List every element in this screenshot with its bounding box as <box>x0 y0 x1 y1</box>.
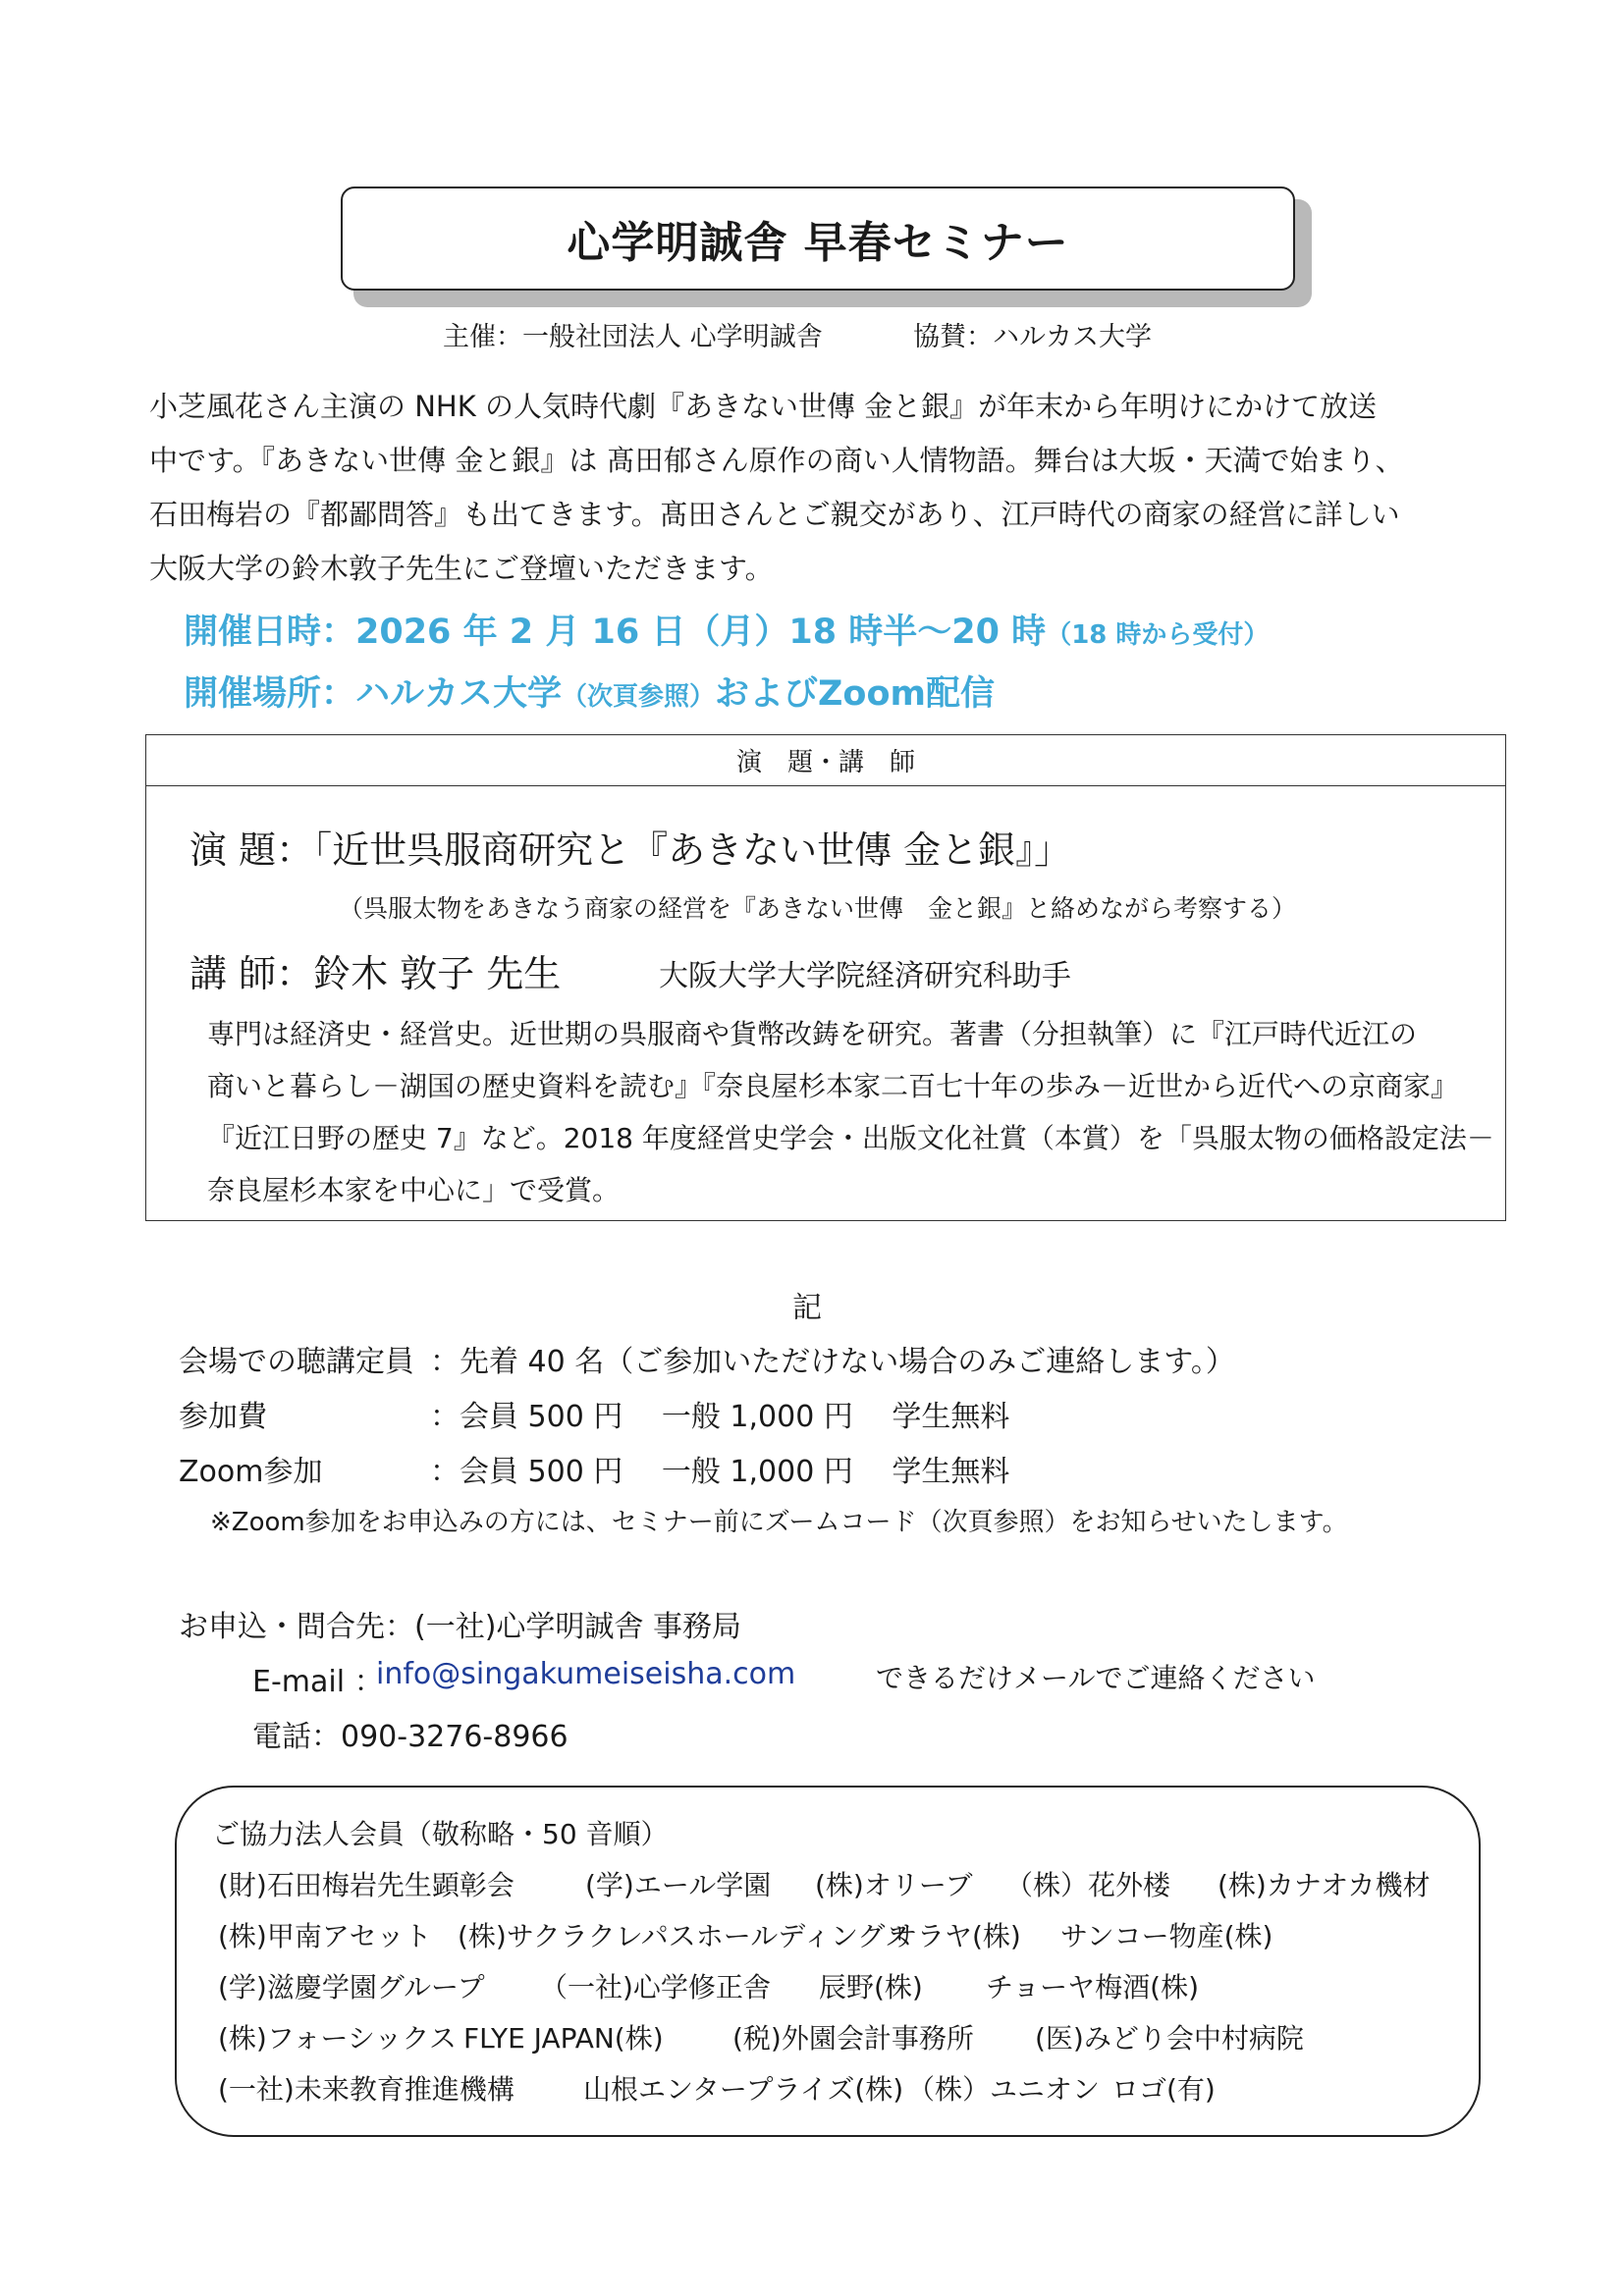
member-item: (医)みどり会中村病院 <box>1035 2022 1304 2055</box>
lecture-topic-sub: （呉服太物をあきなう商家の経営を『あきない世傳 金と銀』と絡めながら考察する） <box>339 894 1297 923</box>
member-item: FLYE JAPAN(株) <box>463 2022 664 2055</box>
member-item: （株）花外楼 <box>1005 1869 1171 1901</box>
capacity-value: ：先着 40 名（ご参加いただけない場合のみご連絡します。） <box>430 1345 1235 1379</box>
contact-header: お申込・問合先：(一社)心学明誠舎 事務局 <box>179 1610 741 1644</box>
member-item: 辰野(株) <box>819 1971 923 2003</box>
lecture-topic: 演 題：「近世呉服商研究と『あきない世傳 金と銀』」 <box>189 828 1072 872</box>
member-item: (学)滋慶学園グループ <box>218 1971 485 2003</box>
lecture-header: 演 題・講 師 <box>146 735 1505 786</box>
lecture-box <box>145 734 1506 1221</box>
intro-line: 小芝風花さん主演の NHK の人気時代劇『あきない世傳 金と銀』が年末から年明けにかけて放送 <box>149 390 1378 423</box>
member-item: （株）ユニオン <box>907 2073 1101 2106</box>
capacity-label: 会場での聴講定員 <box>179 1345 414 1379</box>
speaker-bio-line: 『近江日野の歴史 7』など。2018 年度経営史学会・出版文化社賞（本賞）を「呉服太物の価格設定法－ <box>207 1122 1494 1154</box>
member-item: チョーヤ梅酒(株) <box>986 1971 1200 2003</box>
member-item: (株)カナオカ機材 <box>1218 1869 1431 1901</box>
member-item: (株)オリーブ <box>815 1869 973 1901</box>
member-item: (税)外園会計事務所 <box>732 2022 974 2055</box>
fee-label: 参加費 <box>179 1400 267 1434</box>
member-item: (学)エール学園 <box>585 1869 772 1901</box>
event-date-main: 開催日時：2026 年 2 月 16 日（月）18 時半～20 時 <box>184 613 1047 652</box>
event-venue-tail: およびZoom配信 <box>715 674 995 714</box>
event-venue-note: （次頁参照） <box>562 682 716 712</box>
member-item: (財)石田梅岩先生顕彰会 <box>218 1869 514 1901</box>
ki-heading: 記 <box>792 1291 822 1325</box>
event-venue <box>184 667 995 716</box>
members-header: ご協力法人会員（敬称略・50 音順） <box>212 1818 669 1850</box>
email-label: E-mail ： <box>252 1665 384 1699</box>
zoom-note: ※Zoom参加をお申込みの方には、セミナー前にズームコード（次頁参照）をお知らせいたします。 <box>210 1508 1348 1537</box>
email-link[interactable]: info@singakumeiseisha.com <box>376 1657 796 1691</box>
intro-line: 中です。『あきない世傳 金と銀』は 髙田郁さん原作の商い人情物語。舞台は大坂・天満で始まり、 <box>149 444 1404 477</box>
lecture-speaker-affiliation: 大阪大学大学院経済研究科助手 <box>659 959 1071 993</box>
phone-text: 電話：090-3276-8966 <box>252 1720 568 1754</box>
member-item: ロゴ(有) <box>1111 2073 1216 2106</box>
member-item: (一社)未来教育推進機構 <box>218 2073 514 2106</box>
page-title: 心学明誠舎 早春セミナー <box>567 218 1069 268</box>
intro-line: 石田梅岩の『都鄙問答』も出てきます。髙田さんとご親交があり、江戸時代の商家の経営に詳しい <box>149 498 1400 531</box>
member-item: （一社)心学修正舎 <box>540 1971 771 2003</box>
member-item: (株)サクラクレパスホールディングス <box>458 1920 913 1952</box>
support-text: 協賛：ハルカス大学 <box>913 322 1152 352</box>
member-item: サラヤ(株) <box>890 1920 1021 1952</box>
intro-line: 大阪大学の鈴木敦子先生にご登壇いただきます。 <box>149 552 774 585</box>
member-item: (株)フォーシックス <box>218 2022 458 2055</box>
speaker-bio-line: 奈良屋杉本家を中心に」で受賞。 <box>207 1174 621 1206</box>
lecture-speaker: 講 師：鈴木 敦子 先生 <box>189 952 562 995</box>
speaker-bio-line: 商いと暮らし－湖国の歴史資料を読む』『奈良屋杉本家二百七十年の歩み－近世から近代への京商家』 <box>207 1070 1459 1102</box>
event-date <box>184 605 1269 654</box>
title-box <box>341 187 1295 291</box>
email-note: できるだけメールでご連絡ください <box>876 1662 1316 1694</box>
member-item: サンコー物産(株) <box>1060 1920 1273 1952</box>
event-venue-main: 開催場所：ハルカス大学 <box>184 674 563 714</box>
organizer-text: 主催：一般社団法人 心学明誠舎 <box>443 322 823 352</box>
fee-value: ：会員 500 円 一般 1,000 円 学生無料 <box>430 1400 1010 1434</box>
zoom-label: Zoom参加 <box>179 1455 323 1489</box>
speaker-bio-line: 専門は経済史・経営史。近世期の呉服商や貨幣改鋳を研究。著書（分担執筆）に『江戸時代近江の <box>207 1018 1418 1050</box>
event-date-note: （18 時から受付） <box>1046 620 1270 650</box>
member-item: 山根エンタープライズ(株) <box>583 2073 904 2106</box>
member-item: (株)甲南アセット <box>218 1920 432 1952</box>
zoom-value: ：会員 500 円 一般 1,000 円 学生無料 <box>430 1455 1010 1489</box>
